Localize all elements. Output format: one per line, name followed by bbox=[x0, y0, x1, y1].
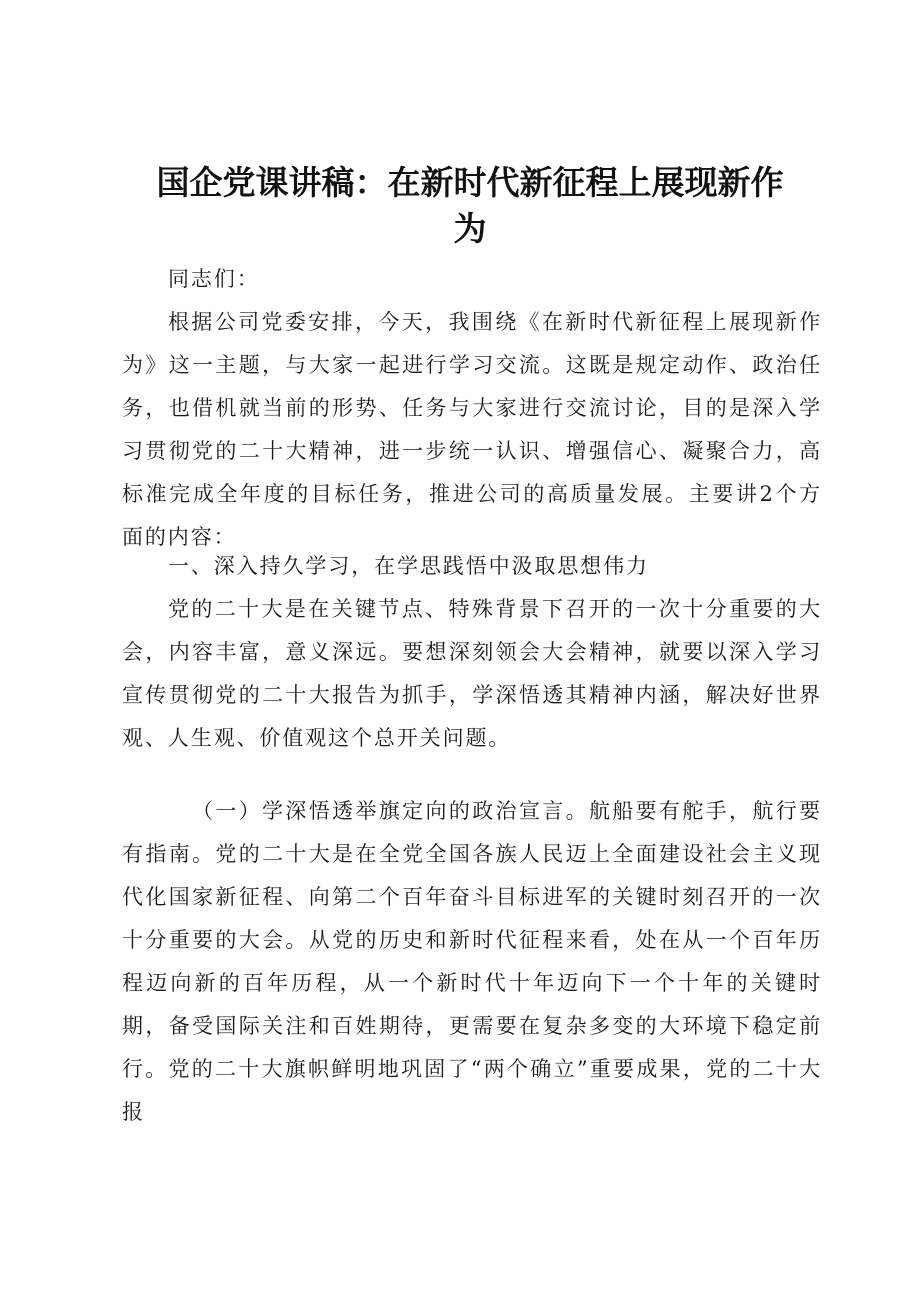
section-heading-1: 一、深入持久学习，在学思践悟中汲取思想伟力 bbox=[168, 554, 649, 578]
section-1-paragraph: 党的二十大是在关键节点、特殊背景下召开的一次十分重要的大会，内容丰富，意义深远。要想深刻领会大会精神，就要以深入学习宣传贯彻党的二十大报告为抓手，学深悟透其精神内涵，解决好世界观、人生观、价值观这个总开关问题。 bbox=[122, 597, 822, 750]
salutation: 同志们： bbox=[168, 267, 260, 291]
document-title: 国企党课讲稿：在新时代新征程上展现新作为 bbox=[156, 163, 784, 248]
subsection-1-paragraph: （一）学深悟透举旗定向的政治宣言。航船要有舵手，航行要有指南。党的二十大是在全党全国各族人民迈上全面建设社会主义现代化国家新征程、向第二个百年奋斗目标进军的关键时刻召开的一次十分重要的大会。从党的历史和新时代征程来看，处在从一个百年历程迈向新的百年历程，从一个新时代十年迈向下一个十年的关键时期，备受国际关注和百姓期待，更需要在复杂多变的大环境下稳定前行。党的二十大旗帜鲜明地巩固了“两个确立”重要成果，党的二十大报 bbox=[122, 799, 822, 1124]
intro-paragraph: 根据公司党委安排，今天，我围绕《在新时代新征程上展现新作为》这一主题，与大家一起进行学习交流。这既是规定动作、政治任务，也借机就当前的形势、任务与大家进行交流讨论，目的是深入学习贯彻党的二十大精神，进一步统一认识、增强信心、凝聚合力，高标准完成全年度的目标任务，推进公司的高质量发展。主要讲2个方面的内容： bbox=[122, 310, 822, 549]
